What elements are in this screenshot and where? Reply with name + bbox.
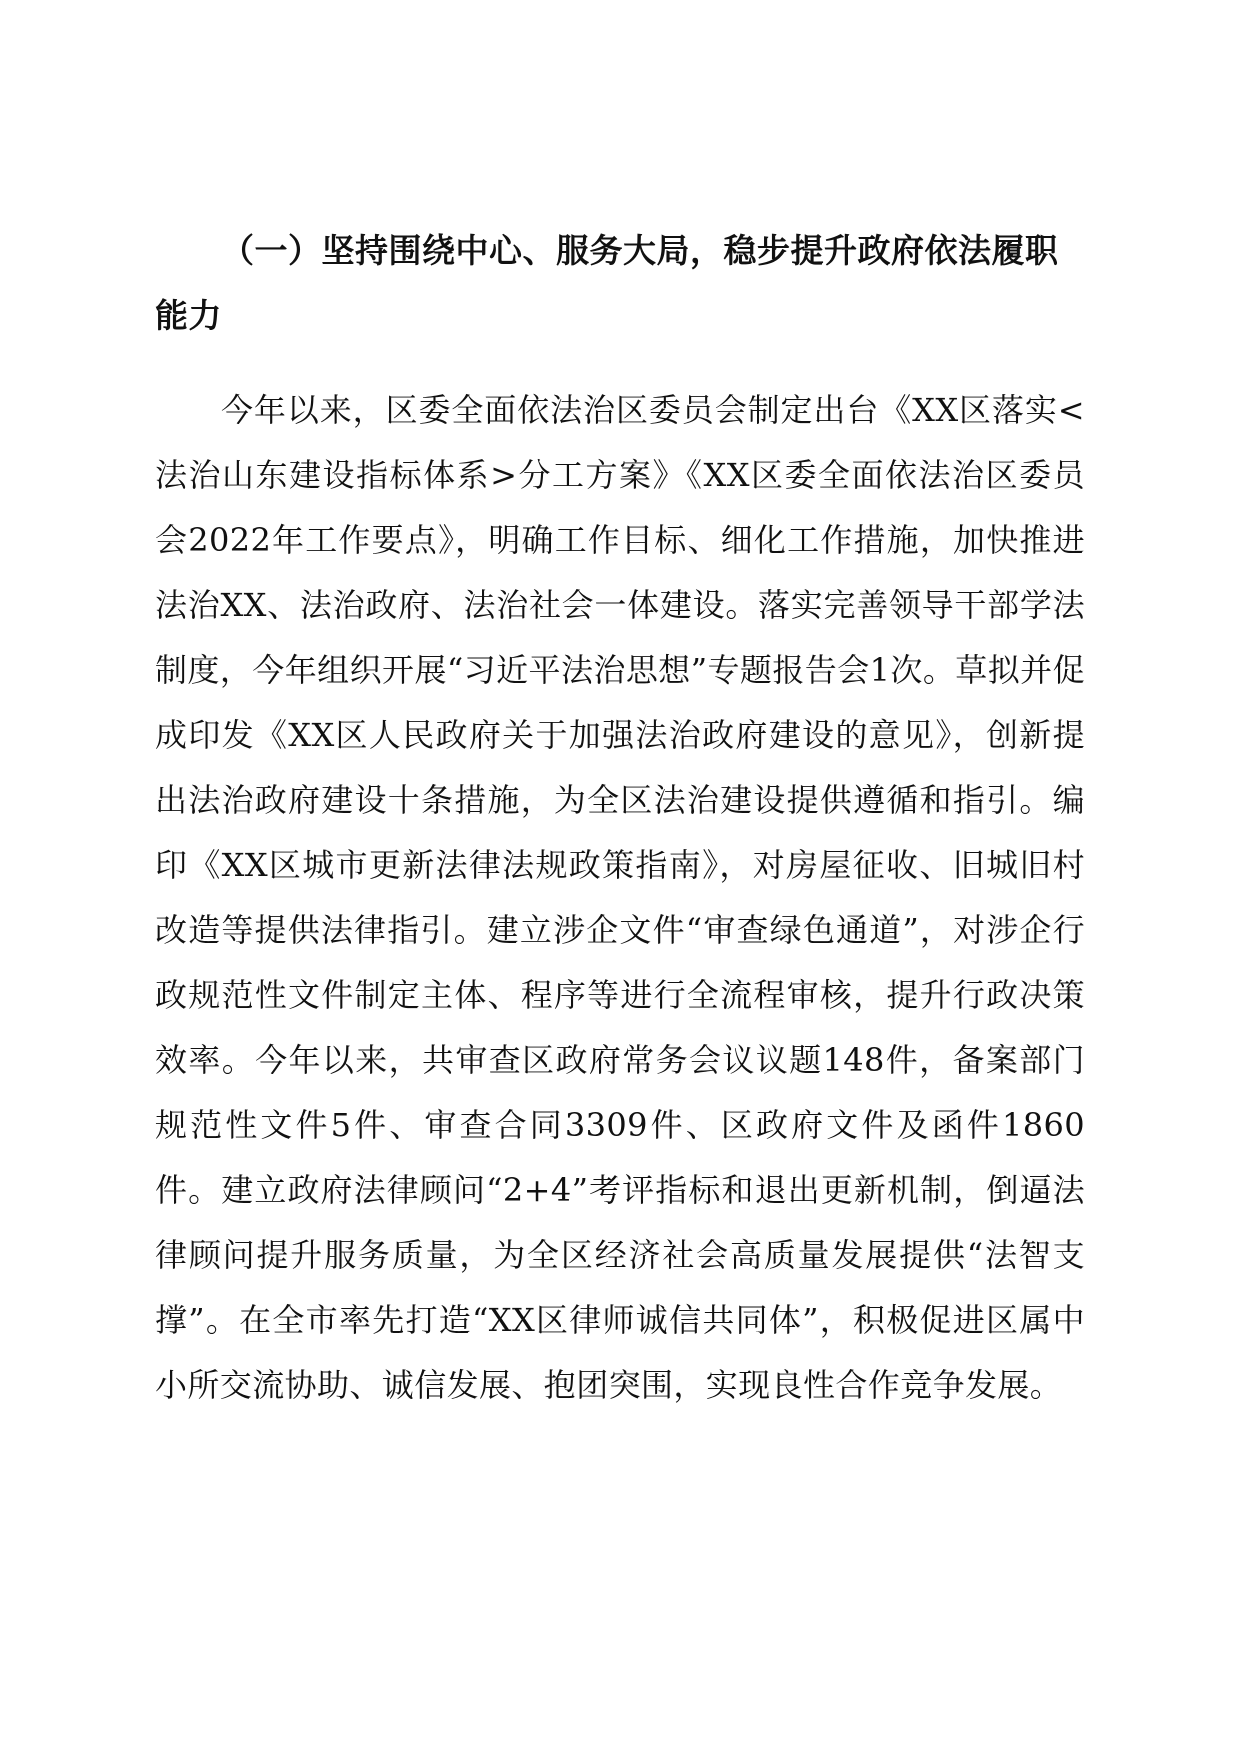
section-heading: （一）坚持围绕中心、服务大局，稳步提升政府依法履职能力 [155,231,1059,335]
document-body [155,218,1085,1418]
body-paragraph: 今年以来，区委全面依法治区委员会制定出台《XX区落实<法治山东建设指标体系>分工方案》《XX区委全面依法治区委员会2022年工作要点》，明确工作目标、细化工作措施，加快推进法治XX、法治政府、法治社会一体建设。落实完善领导干部学法制度，今年组织开展“习近平法治思想”专题报告会1次。草拟并促成印发《XX区人民政府关于加强法治政府建设的意见》，创新提出法治政府建设十条措施，为全区法治建设提供遵循和指引。编印《XX区城市更新法律法规政策指南》，对房屋征收、旧城旧村改造等提供法律指引。建立涉企文件“审查绿色通道”，对涉企行政规范性文件制定主体、程序等进行全流程审核，提升行政决策效率。今年以来，共审查区政府常务会议议题148件，备案部门规范性文件5件、审查合同3309件、区政府文件及函件1860件。建立政府法律顾问“2+4”考评指标和退出更新机制，倒逼法律顾问提升服务质量，为全区经济社会高质量发展提供“法智支撑”。在全市率先打造“XX区律师诚信共同体”，积极促进区属中小所交流协助、诚信发展、抱团突围，实现良性合作竞争发展。 [155,391,1085,1404]
